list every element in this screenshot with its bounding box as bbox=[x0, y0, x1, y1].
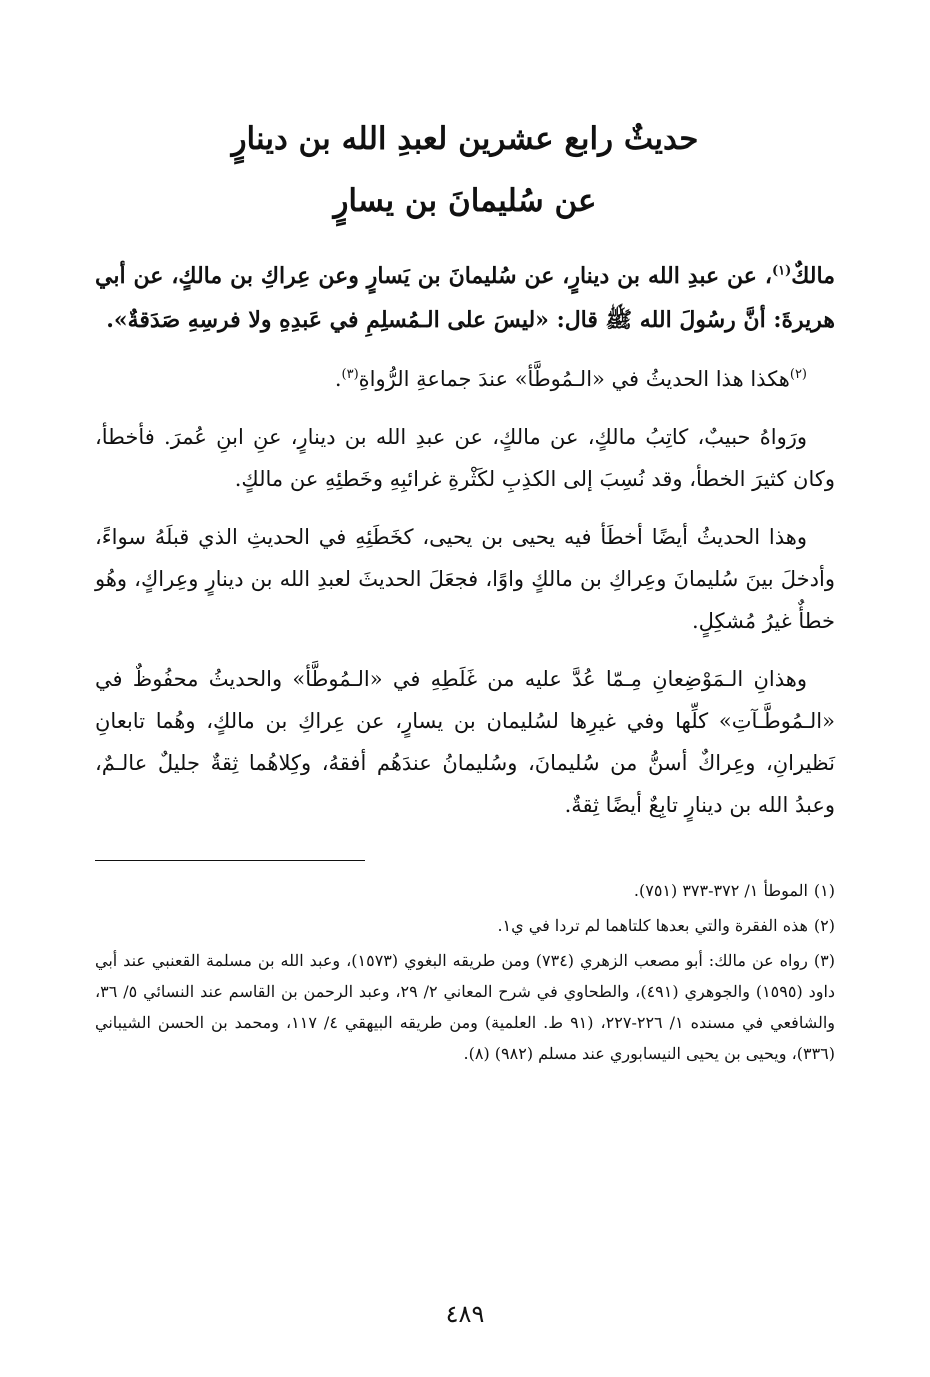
page-number: ٤٨٩ bbox=[445, 1300, 485, 1328]
footnote-text: الموطأ ١/ ٣٧٢-٣٧٣ (٧٥١). bbox=[633, 881, 808, 900]
footnote-ref-1: (١) bbox=[771, 263, 792, 279]
footnote-number: (٢) bbox=[813, 916, 835, 935]
hadith-body: ، عن عبدِ الله بن دينارٍ، عن سُليمانَ بن يَسارٍ وعن عِراكِ بن مالكٍ، عن أبي هريرةَ: أنَّ رسُولَ الله ﷺ قال: «ليسَ على الـمُسلِمِ في عَبدِهِ ولا فرسِهِ صَدَقةٌ». bbox=[95, 263, 835, 333]
footnote-1 bbox=[95, 875, 835, 906]
chapter-heading bbox=[95, 108, 835, 232]
commentary-paragraph-2: ورَواهُ حبيبٌ، كاتِبُ مالكٍ، عن مالكٍ، عن عبدِ الله بن دينارٍ، عنِ ابنِ عُمرَ. فأخطأ، وكان كثيرَ الخطأ، وقد نُسِبَ إلى الكذِبِ لكَثْرةِ غرائبِهِ وخَطئِهِ عن مالكٍ. bbox=[95, 425, 835, 491]
footnote-divider bbox=[95, 860, 365, 861]
heading-line-1: حديثٌ رابع عشرين لعبدِ الله بن دينارٍ bbox=[231, 121, 699, 157]
footnote-ref-2: (٢) bbox=[789, 367, 807, 382]
hadith-text bbox=[95, 254, 835, 342]
footnote-3 bbox=[95, 945, 835, 1069]
footnote-2 bbox=[95, 910, 835, 941]
footnote-text: رواه عن مالك: أبو مصعب الزهري (٧٣٤) ومن طريقه البغوي (١٥٧٣)، وعبد الله بن مسلمة القعنبي عند أبي داود (١٥٩٥) والجوهري (٤٩١)، والطحاوي في شرح المعاني ٢/ ٢٩، وعبد الرحمن بن القاسم عند النسائي ٥/ ٣٦، والشافعي في مسنده ١/ ٢٢٦-٢٢٧، (٩١ ط. العلمية) ومن طريقه البيهقي ٤/ ١١٧، ومحمد بن الحسن الشيباني (٣٣٦)، ويحيى بن يحيى النيسابوري عند مسلم (٩٨٢) (٨). bbox=[95, 951, 836, 1063]
footnotes bbox=[95, 875, 835, 1069]
book-page bbox=[95, 108, 835, 1073]
heading-line-2: عن سُليمانَ بن يسارٍ bbox=[333, 183, 597, 219]
footnote-number: (٣) bbox=[813, 951, 836, 970]
commentary-1-end: . bbox=[334, 367, 342, 391]
hadith-opening: مالكٌ bbox=[791, 263, 835, 289]
footnote-text: هذه الفقرة والتي بعدها كلتاهما لم تردا في ي١. bbox=[497, 916, 808, 935]
footnote-ref-3: (٣) bbox=[341, 367, 359, 382]
commentary-paragraph-3: وهذا الحديثُ أيضًا أخطَأ فيه يحيى بن يحيى، كخَطَئِهِ في الحديثِ الذي قبلَهُ سواءً، وأدخلَ بينَ سُليمانَ وعِراكِ بن مالكٍ واوًا، فجعَلَ الحديثَ لعبدِ الله بن دينارٍ وعِراكٍ، وهُو خطأٌ غيرُ مُشكِلٍ. bbox=[95, 525, 835, 633]
commentary-paragraph-1 bbox=[95, 358, 835, 400]
commentary-paragraph-4: وهذانِ الـمَوْضِعانِ مِـمّا عُدَّ عليه من غَلَطِهِ في «الـمُوطَّأ» والحديثُ محفُوظٌ في «الـمُوطَّـآتِ» كلِّها وفي غيرِها لسُليمان بن يسارٍ، عن عِراكِ بن مالكٍ، وهُما تابعانِ نَظيرانِ، وعِراكٌ أسنُّ من سُليمانَ، وسُليمانُ عندَهُم أفقهُ، وكِلاهُما ثِقةٌ جليلٌ عالـمٌ، وعبدُ الله بن دينارٍ تابِعٌ أيضًا ثِقةٌ. bbox=[95, 667, 835, 817]
footnote-number: (١) bbox=[813, 881, 835, 900]
commentary-1-text: هكذا هذا الحديثُ في «الـمُوطَّأ» عندَ جماعةِ الرُّواةِ bbox=[358, 367, 790, 391]
